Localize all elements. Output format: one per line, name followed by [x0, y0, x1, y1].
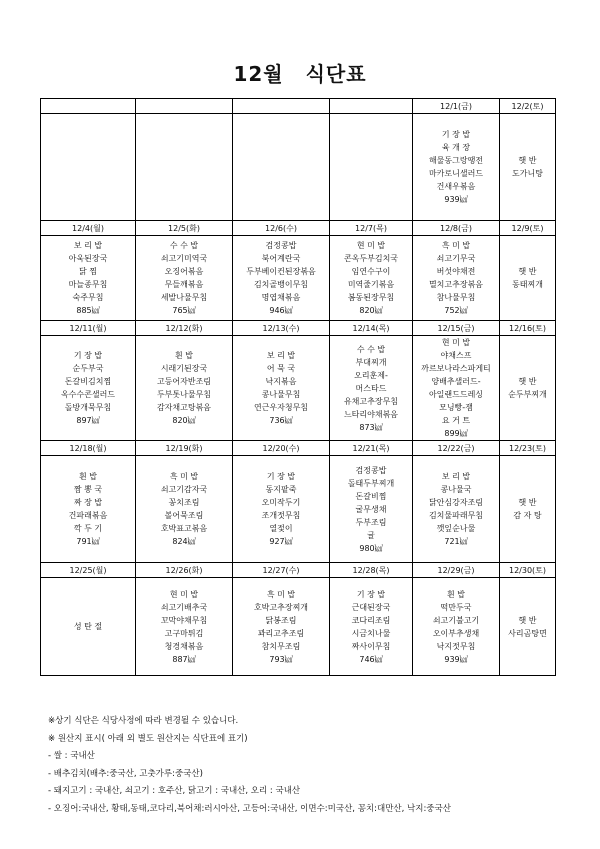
- meal-cell: [136, 578, 233, 676]
- menu-item: 버섯야채전: [436, 267, 476, 276]
- menu-item: 김치물파래무침: [428, 511, 484, 520]
- menu-item: 동지팥죽: [265, 485, 297, 494]
- menu-item: 조개젓무침: [261, 511, 301, 520]
- menu-item: 짜사이무침: [351, 641, 391, 651]
- menu-item: 숙주무침: [72, 293, 104, 302]
- menu-item: 굴무생채: [355, 504, 387, 514]
- menu-item: 오미작두기: [261, 498, 301, 507]
- date-cell: 12/21(목): [330, 441, 413, 456]
- menu-item: 성 탄 절: [73, 622, 103, 631]
- meal-cell: [136, 456, 233, 563]
- date-row: [41, 99, 556, 114]
- menu-item: 820㎉: [172, 416, 196, 425]
- menu-item: 청경채볶음: [164, 641, 204, 651]
- date-cell: 12/30(토): [500, 563, 556, 578]
- page-title: 12월 식단표: [233, 62, 367, 86]
- note-line: ※상기 식단은 식당사정에 따라 변경될 수 있습니다.: [48, 716, 239, 726]
- date-cell: 12/29(금): [413, 563, 500, 578]
- menu-item: 햇 반: [518, 377, 537, 386]
- menu-item: 깻잎순나물: [436, 524, 476, 533]
- menu-item: 봄동된장무침: [347, 293, 395, 302]
- menu-item: 명엽채볶음: [261, 293, 301, 302]
- menu-item: 현 미 밥: [169, 589, 199, 599]
- menu-item: 검정콩밥: [265, 241, 297, 250]
- meal-cell: [233, 114, 330, 221]
- menu-item: 깍 두 기: [73, 524, 103, 533]
- meal-row: [41, 578, 556, 676]
- menu-item: 721㎉: [444, 537, 468, 546]
- menu-item: 육 개 장: [441, 143, 471, 152]
- menu-item: 연근우자청무침: [253, 403, 309, 412]
- menu-item: 두부조림: [355, 517, 387, 527]
- menu-item: 호박표고볶음: [160, 524, 208, 533]
- menu-item: 824㎉: [172, 537, 196, 546]
- menu-item: 열젖이: [269, 524, 293, 533]
- meal-table: [40, 98, 556, 676]
- menu-item: 건파래볶음: [68, 511, 108, 520]
- menu-item: 시금치나물: [351, 628, 391, 638]
- date-cell: [330, 99, 413, 114]
- meal-cell: [330, 336, 413, 441]
- menu-item: 820㎉: [359, 306, 383, 315]
- meal-cell: [136, 336, 233, 441]
- date-cell: 12/20(수): [233, 441, 330, 456]
- menu-item: 옥수수콘샐러드: [60, 390, 116, 399]
- menu-item: 기 장 밥: [356, 589, 386, 599]
- menu-item: 검정콩밥: [355, 465, 387, 475]
- menu-item: 736㎉: [269, 416, 293, 425]
- menu-item: 899㎉: [444, 429, 468, 438]
- date-cell: 12/14(목): [330, 321, 413, 336]
- menu-item: 멸치고추장볶음: [428, 280, 484, 289]
- menu-item: 돌태두부찌개: [347, 478, 395, 488]
- menu-item: 닭봉조림: [265, 615, 297, 625]
- menu-item: 기 장 밥: [441, 130, 471, 139]
- date-row: [41, 221, 556, 236]
- menu-item: 752㎉: [444, 306, 468, 315]
- date-cell: 12/28(목): [330, 563, 413, 578]
- meal-cell: [330, 236, 413, 321]
- meal-cell: [330, 114, 413, 221]
- meal-row: [41, 456, 556, 563]
- menu-item: 돈갈비김치찜: [64, 377, 112, 386]
- menu-item: 오징어볶음: [164, 267, 204, 276]
- menu-item: 떡만두국: [440, 602, 472, 612]
- meal-cell: [500, 578, 556, 676]
- menu-item: 887㎉: [172, 654, 196, 664]
- menu-item: 순두부국: [72, 364, 104, 373]
- menu-item: 946㎉: [269, 306, 293, 315]
- menu-item: 근대된장국: [351, 602, 391, 612]
- date-cell: 12/13(수): [233, 321, 330, 336]
- menu-item: 마카로니샐러드: [428, 169, 484, 178]
- date-cell: 12/6(수): [233, 221, 330, 236]
- menu-item: 흑 미 밥: [266, 589, 296, 599]
- meal-cell: [41, 236, 136, 321]
- menu-item: 두부톳나물무침: [156, 390, 212, 399]
- menu-item: 햇 반: [518, 498, 537, 507]
- note-line: - 쌀 : 국내산: [48, 751, 95, 761]
- meal-cell: [41, 456, 136, 563]
- menu-item: 미역줄기볶음: [347, 280, 395, 289]
- date-cell: 12/22(금): [413, 441, 500, 456]
- menu-item: 콩나물무침: [261, 390, 301, 399]
- date-cell: 12/1(금): [413, 99, 500, 114]
- menu-item: 꽁치조림: [168, 498, 200, 507]
- menu-item: 아일랜드드레싱: [428, 390, 484, 399]
- menu-item: 수 수 밥: [356, 344, 386, 354]
- menu-item: 791㎉: [76, 537, 100, 546]
- menu-item: 햇 반: [518, 156, 537, 165]
- menu-item: 돌방개묵무침: [64, 403, 112, 412]
- meal-row: [41, 114, 556, 221]
- menu-item: 아욱된장국: [68, 254, 108, 263]
- menu-item: 동태찌개: [512, 280, 543, 289]
- menu-item: 김치골뱅이무침: [253, 280, 309, 289]
- menu-item: 873㎉: [359, 422, 383, 432]
- menu-item: 939㎉: [444, 654, 468, 664]
- meal-cell: [500, 114, 556, 221]
- note-line: ※ 원산지 표시( 아래 외 별도 원산지는 식단표에 표기): [48, 733, 248, 744]
- menu-item: 부대찌개: [355, 357, 387, 367]
- menu-item: 흑 미 밥: [169, 472, 199, 481]
- menu-item: 세발나물무침: [160, 293, 208, 302]
- meal-cell: [41, 336, 136, 441]
- date-row: [41, 441, 556, 456]
- meal-row: [41, 336, 556, 441]
- menu-item: 쇠고기배추국: [160, 602, 208, 612]
- menu-item: 요 거 트: [441, 416, 471, 425]
- date-cell: 12/8(금): [413, 221, 500, 236]
- date-cell: 12/16(토): [500, 321, 556, 336]
- menu-item: 보 리 밥: [266, 351, 296, 360]
- menu-item: 흰 밥: [175, 351, 193, 360]
- menu-item: 닭 찜: [79, 267, 97, 276]
- menu-item: 무들깨볶음: [164, 280, 204, 289]
- menu-item: 885㎉: [76, 306, 100, 315]
- meal-cell: [233, 236, 330, 321]
- date-cell: 12/2(토): [500, 99, 556, 114]
- menu-item: 낙지볶음: [265, 377, 297, 386]
- menu-item: 쇠고기무국: [436, 254, 476, 263]
- menu-item: 오리훈제-: [354, 370, 388, 380]
- meal-cell: [413, 236, 500, 321]
- menu-item: 감자채고탕볶음: [156, 403, 212, 412]
- date-cell: 12/4(월): [41, 221, 136, 236]
- meal-cell: [413, 456, 500, 563]
- menu-item: 897㎉: [76, 416, 100, 425]
- menu-item: 햇 반: [518, 615, 537, 625]
- menu-item: 순두부찌개: [508, 390, 547, 399]
- menu-item: 임연수구이: [351, 267, 391, 276]
- menu-item: 돈갈비찜: [355, 491, 387, 501]
- menu-item: 느타리야채볶음: [343, 409, 399, 419]
- date-cell: 12/7(목): [330, 221, 413, 236]
- menu-item: 감 자 탕: [513, 511, 542, 520]
- menu-item: 참치무조림: [261, 641, 301, 651]
- menu-item: 코다리조림: [351, 615, 391, 625]
- note-line: - 배추김치(배추:중국산, 고춧가루:중국산): [48, 768, 203, 779]
- menu-item: 사리곰탕면: [508, 628, 547, 638]
- menu-item: 닭안심강자조림: [428, 498, 484, 507]
- meal-cell: [413, 578, 500, 676]
- menu-item: 까르보나라스파게티: [421, 364, 491, 373]
- meal-cell: [330, 578, 413, 676]
- meal-cell: [330, 456, 413, 563]
- menu-item: 수 수 밥: [169, 241, 199, 250]
- date-cell: 12/15(금): [413, 321, 500, 336]
- menu-item: 해물동그랑땡전: [428, 156, 484, 165]
- menu-item: 호박고추장찌개: [253, 602, 309, 612]
- menu-item: 보 리 밥: [441, 472, 471, 481]
- menu-item: 흰 밥: [79, 472, 97, 481]
- menu-item: 참나물무침: [436, 293, 476, 302]
- menu-item: 짜 장 밥: [73, 498, 103, 507]
- menu-item: 어 묵 국: [266, 364, 296, 373]
- menu-item: 북어계란국: [261, 254, 301, 263]
- menu-item: 기 장 밥: [266, 472, 296, 481]
- menu-item: 귤: [367, 530, 375, 540]
- menu-item: 건새우볶음: [436, 182, 476, 191]
- menu-item: 고등어자반조림: [156, 377, 212, 386]
- menu-item: 939㎉: [444, 195, 468, 204]
- date-cell: 12/23(토): [500, 441, 556, 456]
- menu-item: 마늘종무침: [68, 280, 108, 289]
- date-cell: 12/18(월): [41, 441, 136, 456]
- menu-item: 쇠고기불고기: [432, 615, 480, 625]
- menu-item: 흑 미 밥: [441, 241, 471, 250]
- menu-item: 765㎉: [172, 306, 196, 315]
- meal-cell: [233, 456, 330, 563]
- meal-cell: [413, 336, 500, 441]
- menu-item: 모닝빵-잼: [439, 403, 473, 412]
- menu-item: 양배추샐러드-: [431, 377, 481, 386]
- menu-item: 현 미 밥: [356, 241, 386, 250]
- menu-item: 유채고추장무침: [343, 396, 399, 406]
- date-cell: 12/12(화): [136, 321, 233, 336]
- menu-item: 콘옥두부김치국: [343, 254, 399, 263]
- date-cell: 12/27(수): [233, 563, 330, 578]
- menu-item: 746㎉: [359, 654, 383, 664]
- menu-item: 기 장 밥: [73, 351, 103, 360]
- menu-item: 쇠고기미역국: [160, 254, 208, 263]
- date-row: [41, 563, 556, 578]
- date-cell: 12/5(화): [136, 221, 233, 236]
- meal-cell: [136, 114, 233, 221]
- meal-cell: [136, 236, 233, 321]
- menu-item: 793㎉: [269, 654, 293, 664]
- menu-item: 쇠고기감자국: [160, 485, 208, 494]
- menu-item: 흰 밥: [447, 589, 465, 599]
- menu-item: 도가니탕: [512, 169, 543, 178]
- menu-item: 짬 뽕 국: [73, 485, 103, 494]
- notes-section: [48, 713, 451, 818]
- menu-item: 고구마튀김: [164, 628, 204, 638]
- menu-item: 현 미 밥: [441, 338, 471, 347]
- menu-item: 두부베이컨된장볶음: [246, 267, 316, 276]
- menu-item: 꼬막야채무침: [160, 615, 208, 625]
- menu-item: 시래기된장국: [160, 364, 208, 373]
- date-row: [41, 321, 556, 336]
- menu-item: 보 리 밥: [73, 241, 103, 250]
- meal-cell: [500, 336, 556, 441]
- menu-item: 햇 반: [518, 267, 537, 276]
- date-cell: 12/9(토): [500, 221, 556, 236]
- note-line: - 돼지고기 : 국내산, 쇠고기 : 호주산, 닭고기 : 국내산, 오리 : 국내산: [48, 786, 301, 796]
- menu-item: 꽈리고추조림: [257, 628, 305, 638]
- meal-cell: [233, 578, 330, 676]
- meal-cell: [500, 456, 556, 563]
- date-cell: [41, 99, 136, 114]
- menu-item: 머스타드: [355, 383, 387, 393]
- menu-item: 오이부추생채: [432, 628, 480, 638]
- date-cell: 12/26(화): [136, 563, 233, 578]
- note-line: - 오징어:국내산, 황태,동태,코다리,북어채:러시아산, 고등어:국내산, 이면수:미국산, 꽁치:대만산, 낙지:중국산: [48, 803, 451, 814]
- menu-item: 980㎉: [359, 543, 383, 553]
- date-cell: [233, 99, 330, 114]
- menu-item: 볼어묵조림: [164, 511, 204, 520]
- menu-item: 콩나물국: [440, 485, 472, 494]
- menu-item: 낙지젓무침: [436, 641, 476, 651]
- meal-cell: [41, 578, 136, 676]
- date-cell: 12/25(월): [41, 563, 136, 578]
- menu-item: 927㎉: [269, 537, 293, 546]
- menu-item: 야채스프: [440, 351, 472, 360]
- meal-cell: [233, 336, 330, 441]
- meal-cell: [413, 114, 500, 221]
- date-cell: 12/19(화): [136, 441, 233, 456]
- date-cell: [136, 99, 233, 114]
- meal-cell: [41, 114, 136, 221]
- date-cell: 12/11(월): [41, 321, 136, 336]
- meal-row: [41, 236, 556, 321]
- meal-cell: [500, 236, 556, 321]
